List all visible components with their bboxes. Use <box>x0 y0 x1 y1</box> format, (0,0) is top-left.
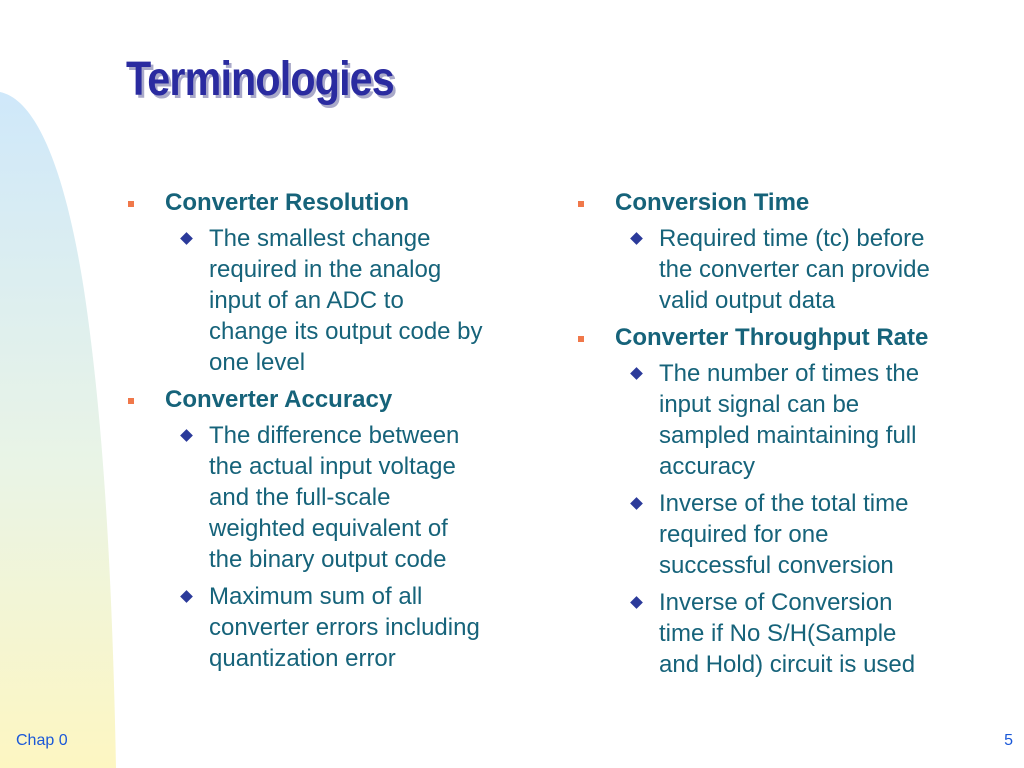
topic-points <box>165 223 546 378</box>
point-text: Inverse of the total time required for one successful conversion <box>659 490 909 579</box>
point-item <box>615 358 996 482</box>
point-text: The smallest change required in the analog input of an ADC to change its output code by one level <box>209 225 483 376</box>
diamond-bullet-icon <box>630 232 643 245</box>
square-bullet-icon <box>578 336 584 342</box>
square-bullet-icon <box>578 201 584 207</box>
diamond-bullet-icon <box>180 232 193 245</box>
point-text: The difference between the actual input voltage and the full-scale weighted equivalent of the binary output code <box>209 422 460 573</box>
point-text: The number of times the input signal can be sampled maintaining full accuracy <box>659 360 920 480</box>
point-text: Required time (tc) before the converter can provide valid output data <box>659 225 930 314</box>
topic-converter-throughput-rate <box>576 322 996 680</box>
diamond-bullet-icon <box>630 497 643 510</box>
point-item <box>615 223 996 316</box>
point-item <box>165 223 546 378</box>
topic-heading: Converter Resolution <box>165 189 410 216</box>
diamond-bullet-icon <box>630 596 643 609</box>
point-item <box>165 581 546 674</box>
topic-heading: Converter Accuracy <box>165 386 393 413</box>
diamond-bullet-icon <box>180 429 193 442</box>
point-item <box>615 488 996 581</box>
topic-points <box>615 223 996 316</box>
diamond-bullet-icon <box>180 590 193 603</box>
left-column <box>126 187 546 680</box>
topic-points <box>615 358 996 680</box>
footer-chapter-label: Chap 0 <box>16 732 68 749</box>
right-column <box>576 187 996 686</box>
point-text: Inverse of Conversion time if No S/H(Sample and Hold) circuit is used <box>659 589 916 678</box>
point-text: Maximum sum of all converter errors including quantization error <box>209 583 480 672</box>
topic-conversion-time <box>576 187 996 316</box>
diamond-bullet-icon <box>630 367 643 380</box>
side-gradient-wave-decoration <box>0 0 130 768</box>
slide-title: Terminologies <box>126 53 394 106</box>
topic-converter-accuracy <box>126 384 546 674</box>
topic-heading: Conversion Time <box>615 189 810 216</box>
topic-points <box>165 420 546 674</box>
point-item <box>615 587 996 680</box>
point-item <box>165 420 546 575</box>
square-bullet-icon <box>128 201 134 207</box>
page-number: 5 <box>1004 732 1013 749</box>
square-bullet-icon <box>128 398 134 404</box>
topic-converter-resolution <box>126 187 546 378</box>
topic-heading: Converter Throughput Rate <box>615 324 929 351</box>
